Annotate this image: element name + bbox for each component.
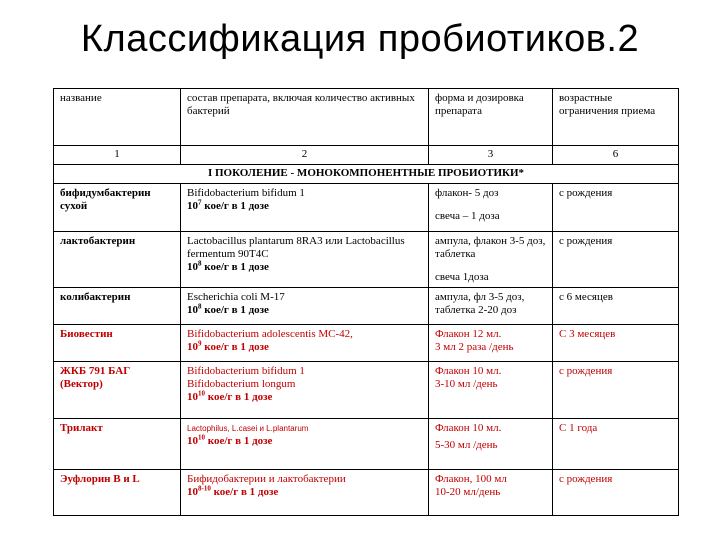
composition: [181, 470, 429, 516]
table-row: [54, 232, 679, 288]
table-row: [54, 325, 679, 362]
table-row: [54, 184, 679, 232]
dose: $10^{10}$ кое/г в 1 дозе: [187, 389, 273, 403]
form: [429, 419, 553, 470]
header-form: форма и дозировка препарата: [429, 89, 553, 146]
generation-label: I ПОКОЛЕНИЕ - МОНОКОМПОНЕНТНЫЕ ПРОБИОТИКИ*: [54, 165, 679, 184]
age-limit: с 6 месяцев: [553, 288, 679, 325]
composition: [181, 325, 429, 362]
form-text-2: 5-30 мл /день: [435, 439, 498, 451]
form: [429, 184, 553, 232]
form-text-2: 3-10 мл /день: [435, 378, 498, 390]
composition: [181, 184, 429, 232]
table-row: [54, 470, 679, 516]
column-number: 2: [181, 146, 429, 165]
drug-name: лактобактерин: [54, 232, 181, 288]
form-text: Флакон 12 мл.: [435, 328, 502, 340]
age-limit: С 3 месяцев: [553, 325, 679, 362]
composition-text-2: Bifidobacterium longum: [187, 378, 296, 390]
header-age: возрастные ограничения приема: [553, 89, 679, 146]
composition: [181, 362, 429, 419]
form-text: Флакон, 100 мл: [435, 473, 507, 485]
generation-row: [54, 165, 679, 184]
table-row: [54, 419, 679, 470]
column-number-row: [54, 146, 679, 165]
slide-title: Классификация пробиотиков.2: [80, 18, 640, 60]
dose: $10^8$ кое/г в 1 дозе: [187, 302, 269, 316]
composition-text: Lactophilus, L.casei и L.plantarum: [187, 424, 309, 433]
drug-name: ЖКБ 791 БАГ (Вектор): [54, 362, 181, 419]
composition: [181, 419, 429, 470]
composition-text: Escherichia coli M-17: [187, 291, 285, 303]
drug-name: колибактерин: [54, 288, 181, 325]
composition-text: Бифидобактерии и лактобактерии: [187, 473, 346, 485]
table-row: [54, 288, 679, 325]
composition: [181, 232, 429, 288]
form-text-2: свеча – 1 доза: [435, 210, 500, 222]
form: ампула, фл 3-5 доз, таблетка 2-20 доз: [429, 288, 553, 325]
form-text-2: свеча 1доза: [435, 271, 489, 283]
header-composition: состав препарата, включая количество активных бактерий: [181, 89, 429, 146]
drug-name: Эуфлорин В и L: [54, 470, 181, 516]
form-text: ампула, флакон 3-5 доз, таблетка: [435, 235, 546, 260]
form-text: флакон- 5 доз: [435, 187, 499, 199]
composition-text: Bifidobacterium bifidum 1: [187, 365, 305, 377]
composition: [181, 288, 429, 325]
column-number: 3: [429, 146, 553, 165]
column-number: 1: [54, 146, 181, 165]
dose: $10^8$ кое/г в 1 дозе: [187, 259, 269, 273]
form: [429, 362, 553, 419]
age-limit: с рождения: [553, 362, 679, 419]
table-row: [54, 362, 679, 419]
composition-text: Bifidobacterium adolescentis MC-42,: [187, 328, 353, 340]
form-text: Флакон 10 мл.: [435, 422, 502, 434]
header-name: название: [54, 89, 181, 146]
composition-text: Lactobacillus plantarum 8RA3 или Lactobacillus fermentum 90T4C: [187, 235, 405, 260]
drug-name: Трилакт: [54, 419, 181, 470]
composition-text: Bifidobacterium bifidum 1: [187, 187, 305, 199]
drug-name: Биовестин: [54, 325, 181, 362]
drug-name: бифидумбактерин сухой: [54, 184, 181, 232]
form: [429, 470, 553, 516]
form: [429, 232, 553, 288]
form: [429, 325, 553, 362]
column-number: 6: [553, 146, 679, 165]
form-text: Флакон 10 мл.: [435, 365, 502, 377]
form-text-2: 3 мл 2 раза /день: [435, 341, 514, 353]
form-text-2: 10-20 мл/день: [435, 486, 501, 498]
age-limit: С 1 года: [553, 419, 679, 470]
table-header-row: [54, 89, 679, 146]
age-limit: с рождения: [553, 232, 679, 288]
age-limit: с рождения: [553, 470, 679, 516]
dose: $10^9$ кое/г в 1 дозе: [187, 339, 269, 353]
dose: $10^{10}$ кое/г в 1 дозе: [187, 433, 273, 447]
age-limit: с рождения: [553, 184, 679, 232]
dose: $10^7$ кое/г в 1 дозе: [187, 198, 269, 212]
probiotics-table: [53, 88, 679, 516]
dose: 10$^{8-10}$ кое/г в 1 дозе: [187, 484, 279, 498]
